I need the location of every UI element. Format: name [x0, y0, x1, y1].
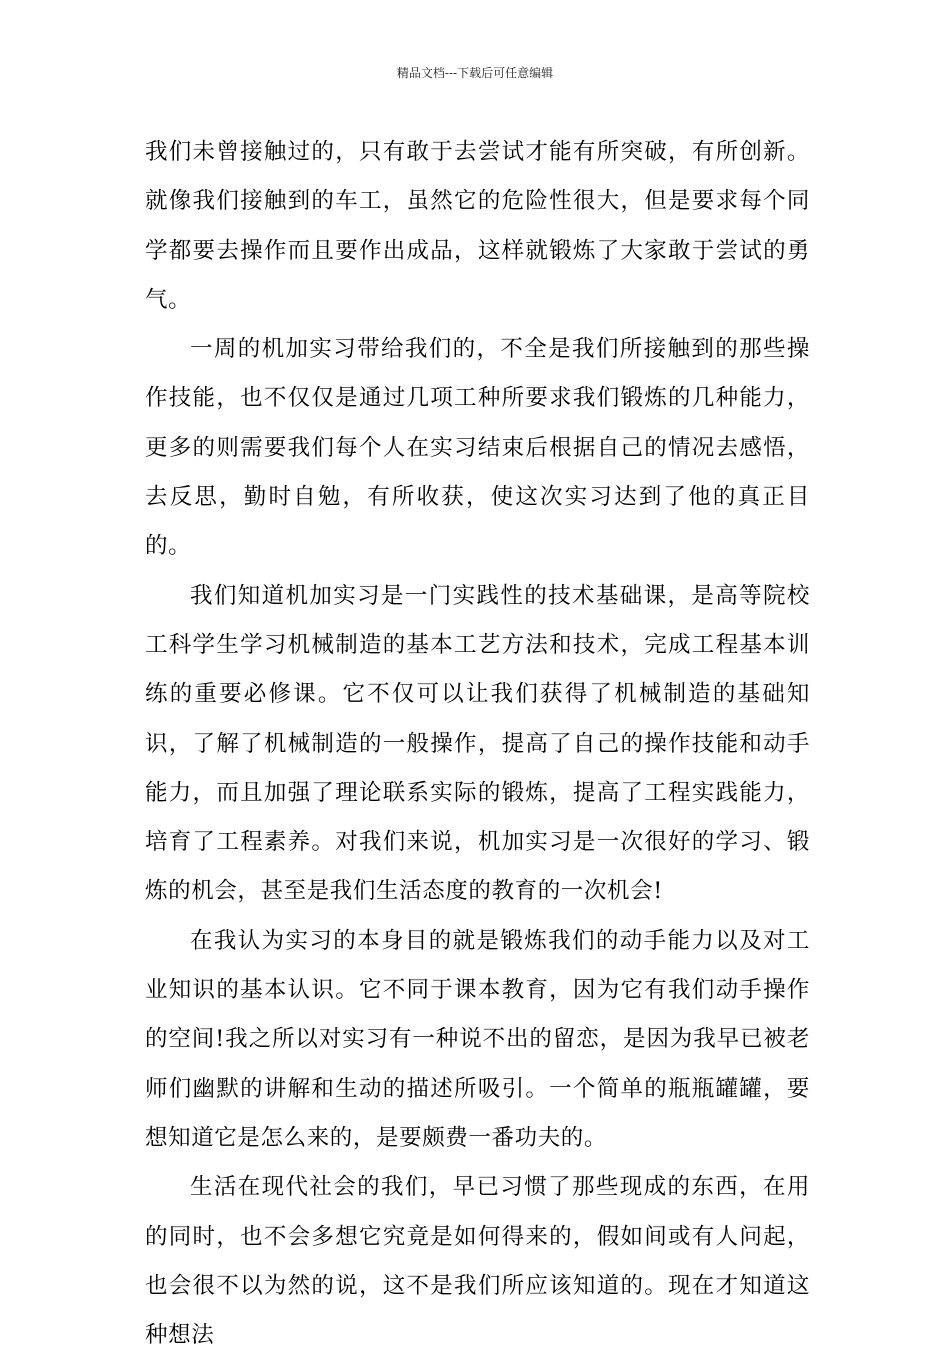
document-body — [145, 128, 810, 1360]
paragraph-2: 一周的机加实习带给我们的，不全是我们所接触到的那些操作技能，也不仅仅是通过几项工种所要求我们锻炼的几种能力，更多的则需要我们每个人在实习结束后根据自己的情况去感悟，去反思，勤时自勉，有所收获，使这次实习达到了他的真正目的。 — [145, 336, 810, 560]
paragraph-4: 在我认为实习的本身目的就是锻炼我们的动手能力以及对工业知识的基本认识。它不同于课本教育，因为它有我们动手操作的空间!我之所以对实习有一种说不出的留恋，是因为我早已被老师们幽默的讲解和生动的描述所吸引。一个简单的瓶瓶罐罐，要想知道它是怎么来的，是要颇费一番功夫的。 — [145, 927, 810, 1151]
paragraph-3: 我们知道机加实习是一门实践性的技术基础课，是高等院校工科学生学习机械制造的基本工艺方法和技术，完成工程基本训练的重要必修课。它不仅可以让我们获得了机械制造的基础知识，了解了机械制造的一般操作，提高了自己的操作技能和动手能力，而且加强了理论联系实际的锻炼，提高了工程实践能力，培育了工程素养。对我们来说，机加实习是一次很好的学习、锻炼的机会，甚至是我们生活态度的教育的一次机会! — [145, 582, 810, 905]
paragraph-1: 我们未曾接触过的，只有敢于去尝试才能有所突破，有所创新。就像我们接触到的车工，虽然它的危险性很大，但是要求每个同学都要去操作而且要作出成品，这样就锻炼了大家敢于尝试的勇气。 — [145, 139, 810, 313]
page-header: 精品文档---下载后可任意编辑 — [396, 66, 554, 80]
paragraph-5: 生活在现代社会的我们，早已习惯了那些现成的东西，在用的同时，也不会多想它究竟是如何得来的，假如间或有人问起，也会很不以为然的说，这不是我们所应该知道的。现在才知道这种想法 — [145, 1174, 810, 1349]
